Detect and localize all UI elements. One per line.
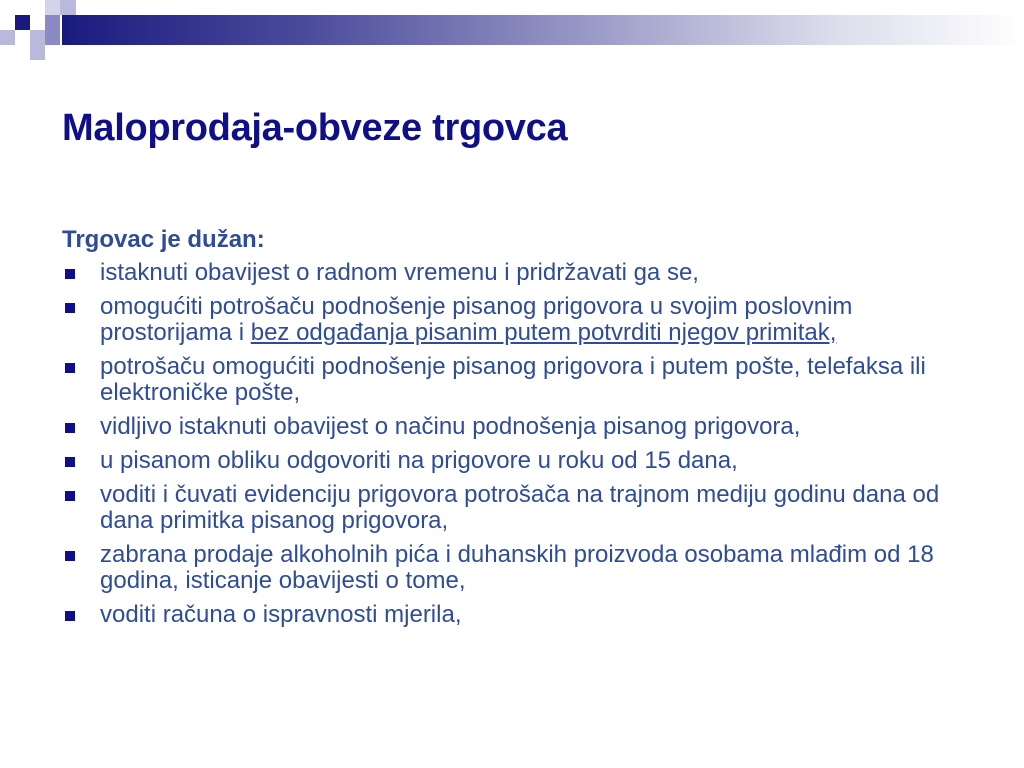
list-item-text: u pisanom obliku odgovoriti na prigovore u roku od 15 dana,: [100, 447, 738, 474]
deco-square: [30, 30, 45, 45]
deco-square: [15, 15, 30, 30]
list-item-text: potrošaču omogućiti podnošenje pisanog prigovora i putem pošte, telefaksa ili elektroničke pošte,: [100, 353, 926, 406]
deco-square: [0, 0, 15, 15]
list-item: [62, 482, 962, 534]
square-bullet-icon: [65, 423, 75, 433]
square-bullet-icon: [65, 363, 75, 373]
list-item: [62, 354, 962, 406]
list-item: [62, 414, 962, 440]
square-bullet-icon: [65, 303, 75, 313]
list-item: [62, 542, 962, 594]
square-bullet-icon: [65, 551, 75, 561]
header-gradient-bar: [62, 15, 1024, 45]
deco-square: [45, 0, 60, 15]
list-item-underlined-text: bez odgađanja pisanim putem potvrditi njegov primitak,: [250, 319, 837, 346]
deco-square: [60, 0, 76, 15]
list-item: [62, 260, 962, 286]
slide-title: Maloprodaja-obveze trgovca: [62, 107, 568, 149]
bullet-list: [62, 260, 962, 636]
square-bullet-icon: [65, 611, 75, 621]
deco-square: [0, 30, 15, 45]
list-item-text: voditi i čuvati evidenciju prigovora potrošača na trajnom mediju godinu dana od dana primitka pisanog prigovora,: [100, 481, 940, 534]
list-item-text: vidljivo istaknuti obavijest o načinu podnošenja pisanog prigovora,: [100, 413, 801, 440]
list-item: [62, 602, 962, 628]
header-decoration: [0, 0, 1024, 64]
square-bullet-icon: [65, 269, 75, 279]
deco-square: [30, 45, 45, 60]
list-item-text: voditi računa o ispravnosti mjerila,: [100, 601, 462, 628]
list-item-text: zabrana prodaje alkoholnih pića i duhanskih proizvoda osobama mlađim od 18 godina, isticanje obavijesti o tome,: [100, 541, 934, 594]
list-item: [62, 448, 962, 474]
intro-text: Trgovac je dužan:: [62, 226, 265, 253]
square-bullet-icon: [65, 491, 75, 501]
list-item: [62, 294, 962, 346]
list-item-text: istaknuti obavijest o radnom vremenu i pridržavati ga se,: [100, 259, 699, 286]
deco-square: [45, 15, 60, 45]
list-item-text: omogućiti potrošaču podnošenje pisanog prigovora u svojim poslovnim prostorijama i: [100, 293, 853, 346]
square-bullet-icon: [65, 457, 75, 467]
